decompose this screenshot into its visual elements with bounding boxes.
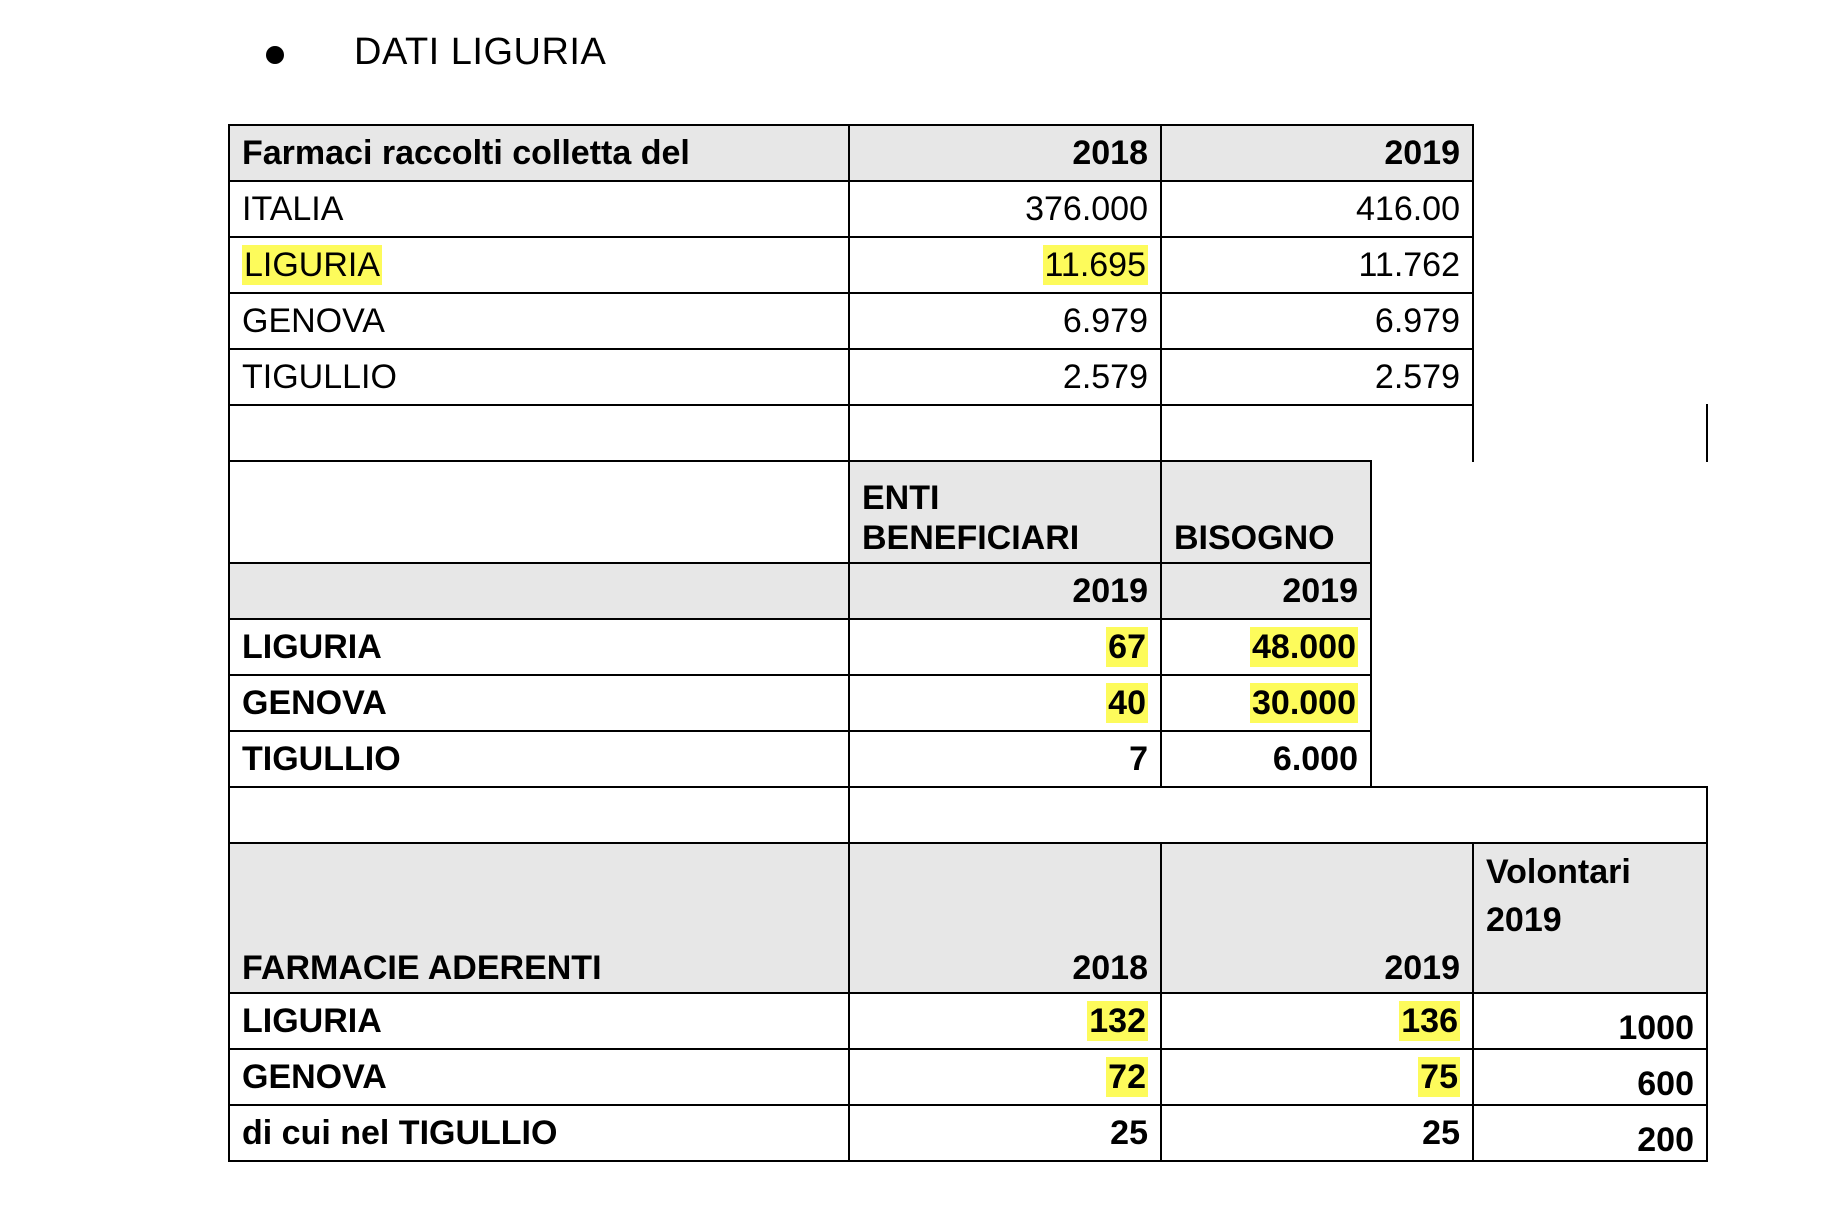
table-cell: 6.979 <box>1160 292 1474 350</box>
table-cell: 11.762 <box>1160 236 1474 294</box>
table1-header-2018: 2018 <box>848 124 1162 182</box>
table2-header-blank <box>228 460 850 564</box>
empty-cell <box>228 404 850 462</box>
table3-header-2018: 2018 <box>848 842 1162 994</box>
section-heading <box>266 22 606 82</box>
table-cell: 75 <box>1160 1048 1474 1106</box>
table2-year-blank <box>228 562 850 620</box>
table2-year-enti: 2019 <box>848 562 1162 620</box>
table-row-label: GENOVA <box>228 292 850 350</box>
table2-year-bisogno: 2019 <box>1160 562 1372 620</box>
table3-header-volontari: Volontari 2019 <box>1472 842 1708 994</box>
table-cell: 67 <box>848 618 1162 676</box>
empty-cell <box>228 786 850 844</box>
table-cell: 30.000 <box>1160 674 1372 732</box>
table-row-label: di cui nel TIGULLIO <box>228 1104 850 1162</box>
table-row-label: LIGURIA <box>228 618 850 676</box>
table-cell: 200 <box>1472 1104 1708 1162</box>
table-cell: 416.00 <box>1160 180 1474 238</box>
table3-header-2019: 2019 <box>1160 842 1474 994</box>
page-title: DATI LIGURIA <box>354 30 607 73</box>
table-cell: 1000 <box>1472 992 1708 1050</box>
table-cell: 6.979 <box>848 292 1162 350</box>
table-cell: 2.579 <box>1160 348 1474 406</box>
table2-header-enti: ENTI BENEFICIARI <box>848 460 1162 564</box>
table3-header-label: FARMACIE ADERENTI <box>228 842 850 994</box>
table-cell: 40 <box>848 674 1162 732</box>
table-cell: 25 <box>848 1104 1162 1162</box>
table-cell: 376.000 <box>848 180 1162 238</box>
table1-header-2019: 2019 <box>1160 124 1474 182</box>
table-row-label: TIGULLIO <box>228 730 850 788</box>
empty-cell <box>848 786 1708 844</box>
table-cell: 72 <box>848 1048 1162 1106</box>
table-row-label: LIGURIA <box>228 992 850 1050</box>
bullet-icon <box>266 46 284 64</box>
table-row-label: LIGURIA <box>228 236 850 294</box>
table-row-label: TIGULLIO <box>228 348 850 406</box>
table-cell: 25 <box>1160 1104 1474 1162</box>
table-cell: 7 <box>848 730 1162 788</box>
table-cell: 48.000 <box>1160 618 1372 676</box>
table-cell: 132 <box>848 992 1162 1050</box>
table-cell: 6.000 <box>1160 730 1372 788</box>
empty-cell <box>848 404 1162 462</box>
table1-header-label: Farmaci raccolti colletta del <box>228 124 850 182</box>
empty-cell <box>1160 404 1474 462</box>
table-cell: 136 <box>1160 992 1474 1050</box>
table-row-label: GENOVA <box>228 674 850 732</box>
table-cell: 2.579 <box>848 348 1162 406</box>
table-cell: 11.695 <box>848 236 1162 294</box>
table-row-label: GENOVA <box>228 1048 850 1106</box>
table-cell: 600 <box>1472 1048 1708 1106</box>
table2-header-bisogno: BISOGNO <box>1160 460 1372 564</box>
table-row-label: ITALIA <box>228 180 850 238</box>
divider <box>1706 404 1708 462</box>
